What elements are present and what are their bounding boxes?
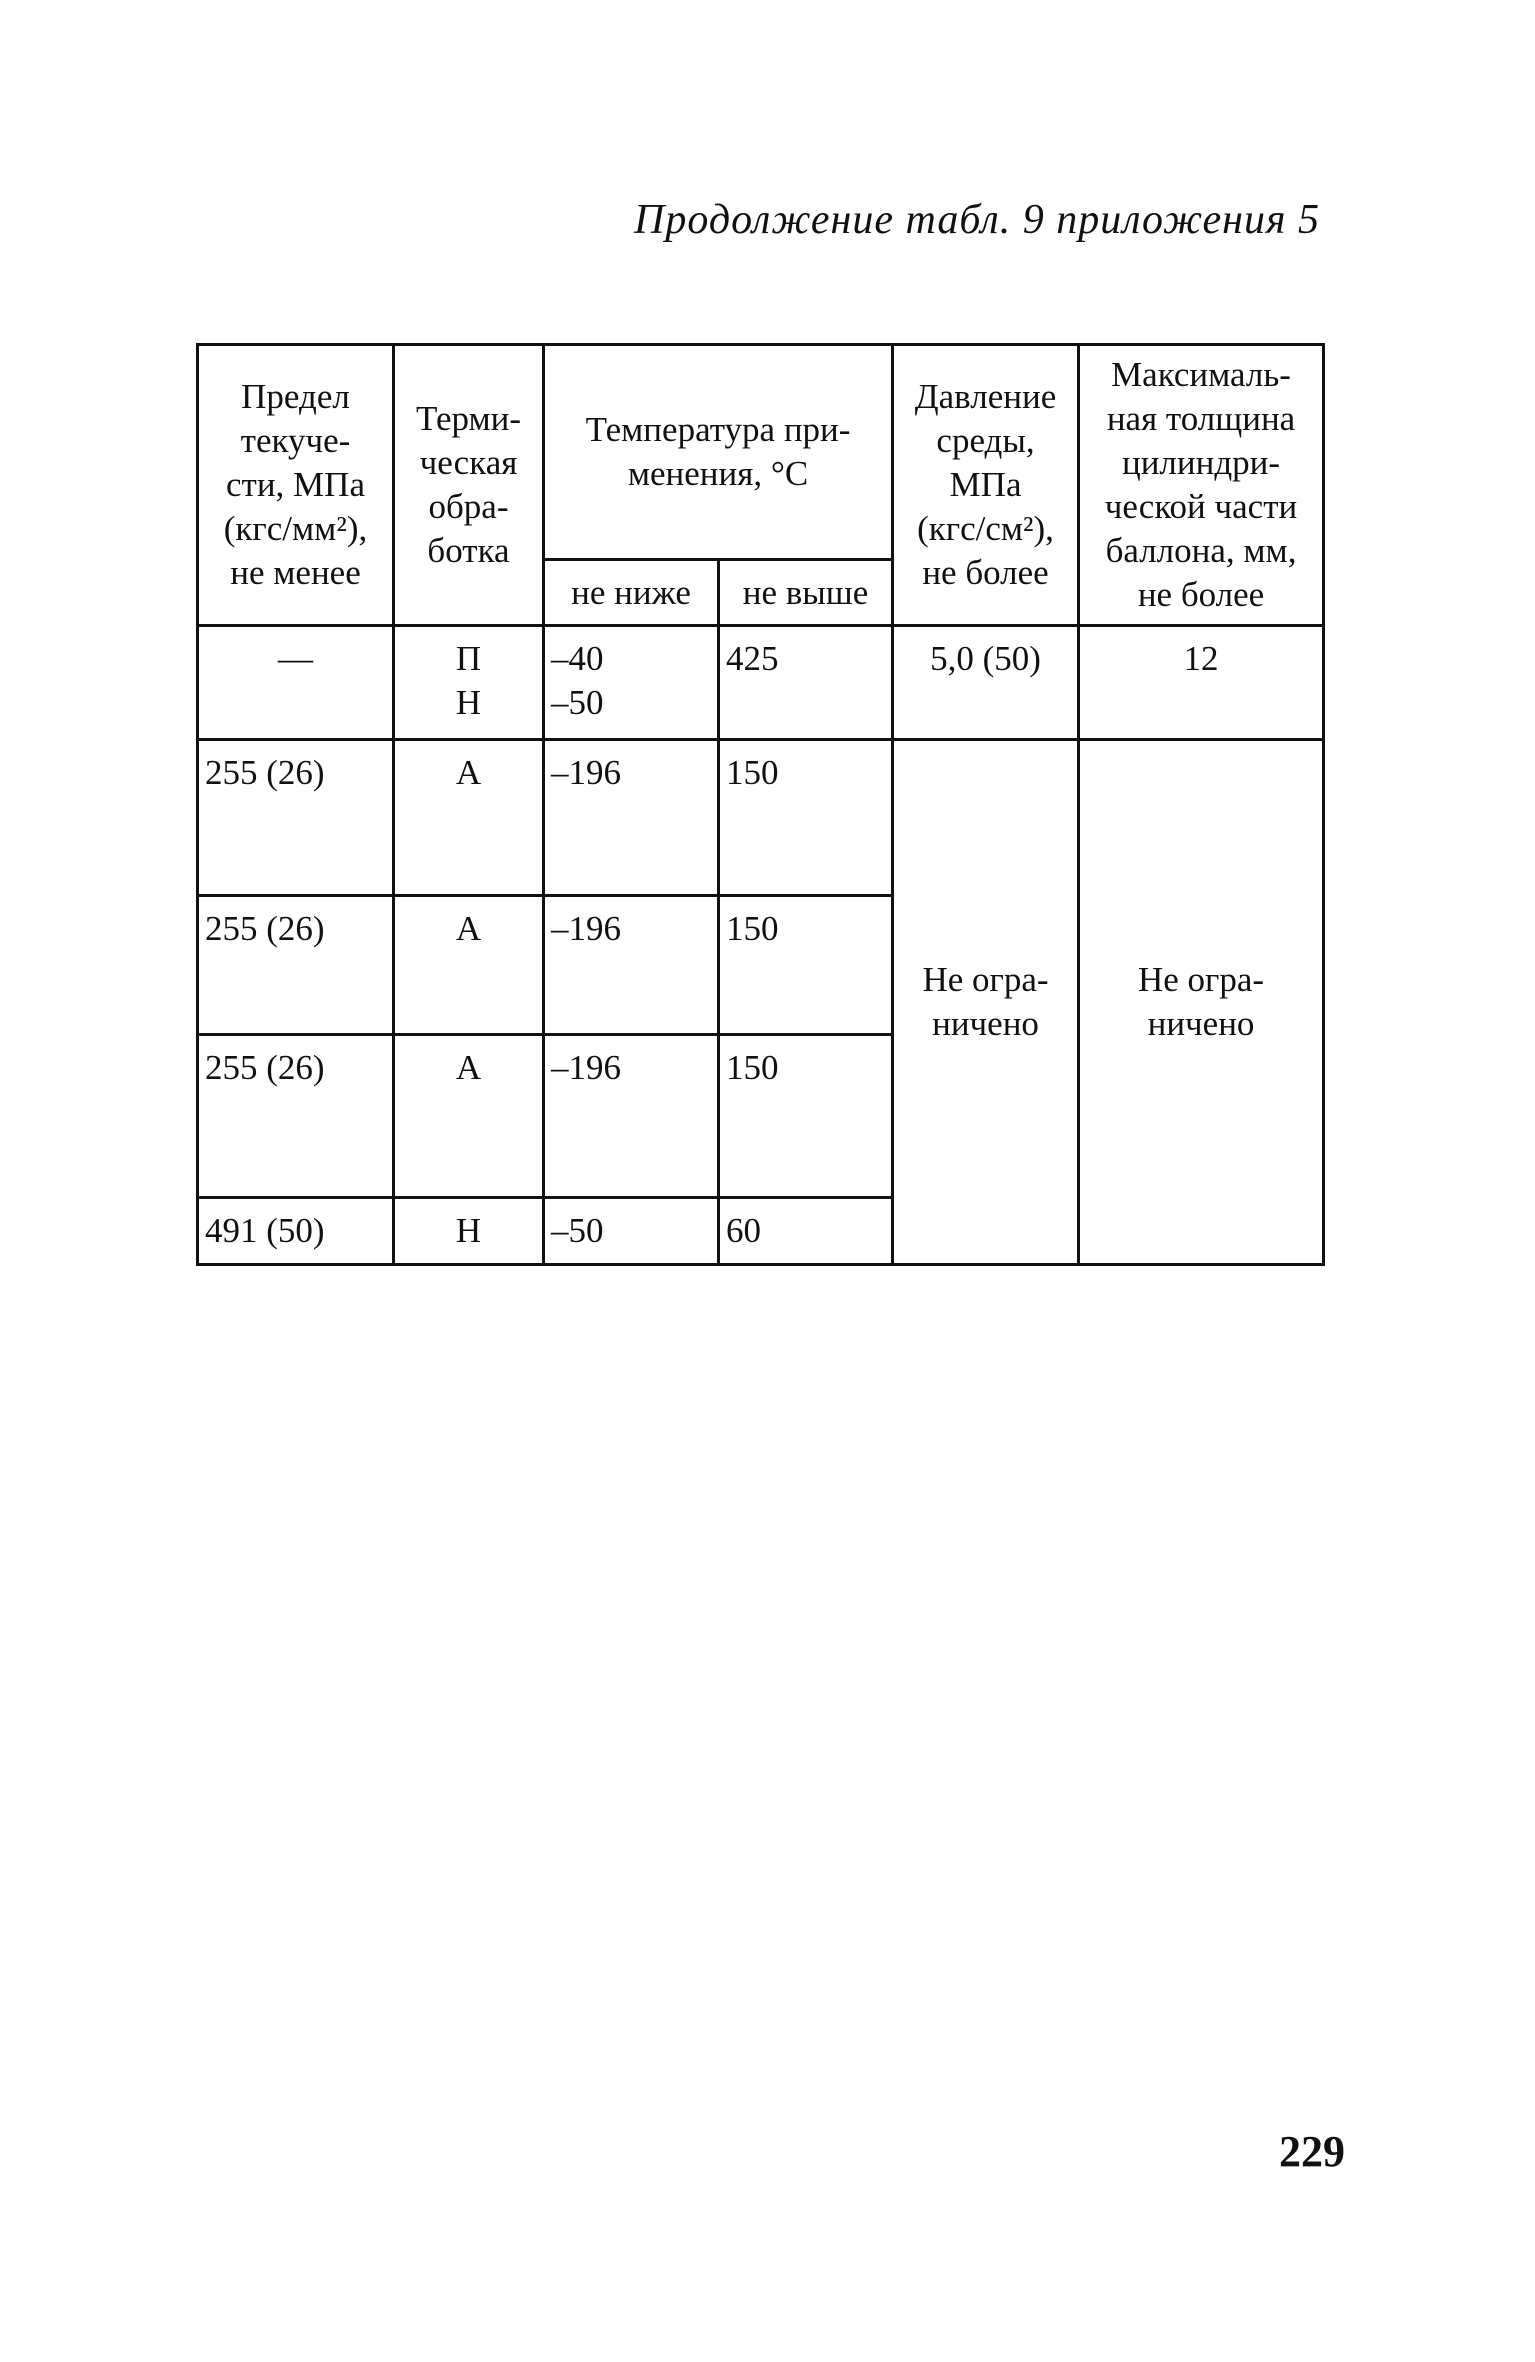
header-temp-not-above: не выше	[719, 560, 893, 626]
cell-thickness: 12	[1079, 626, 1324, 740]
cell-yield: —	[198, 626, 394, 740]
cell-treatment: А	[394, 740, 544, 896]
cell-treatment: А	[394, 1035, 544, 1198]
cell-pressure: 5,0 (50)	[893, 626, 1079, 740]
cell-temp-high: 60	[719, 1198, 893, 1265]
cell-temp-high: 150	[719, 896, 893, 1035]
cell-yield: 255 (26)	[198, 896, 394, 1035]
cell-yield: 255 (26)	[198, 1035, 394, 1198]
cell-temp-high: 150	[719, 740, 893, 896]
cell-temp-low: –196	[544, 896, 719, 1035]
cell-thickness-merged: Не огра- ничено	[1079, 740, 1324, 1265]
cell-treatment: А	[394, 896, 544, 1035]
cell-temp-low: –196	[544, 740, 719, 896]
cell-treatment: Н	[394, 1198, 544, 1265]
cell-treatment: П Н	[394, 626, 544, 740]
header-yield-strength: Предел текуче- сти, МПа (кгс/мм²), не менее	[198, 345, 394, 626]
data-table	[196, 343, 1325, 1266]
header-pressure: Давление среды, МПа (кгс/см²), не более	[893, 345, 1079, 626]
cell-temp-high: 150	[719, 1035, 893, 1198]
header-temperature: Температура при- менения, °С	[544, 345, 893, 560]
cell-yield: 491 (50)	[198, 1198, 394, 1265]
cell-temp-low: –196	[544, 1035, 719, 1198]
table-row	[198, 740, 1324, 896]
cell-yield: 255 (26)	[198, 740, 394, 896]
page-number: 229	[1279, 2127, 1345, 2176]
header-max-thickness: Максималь- ная толщина цилиндри- ческой части баллона, мм, не более	[1079, 345, 1324, 626]
header-temp-not-below: не ниже	[544, 560, 719, 626]
cell-pressure-merged: Не огра- ничено	[893, 740, 1079, 1265]
header-row	[198, 345, 1324, 560]
table-row	[198, 626, 1324, 740]
cell-temp-low: –50	[544, 1198, 719, 1265]
cell-temp-low: –40 –50	[544, 626, 719, 740]
cell-temp-high: 425	[719, 626, 893, 740]
table-caption: Продолжение табл. 9 приложения 5	[634, 197, 1320, 243]
header-heat-treatment: Терми- ческая обра- ботка	[394, 345, 544, 626]
